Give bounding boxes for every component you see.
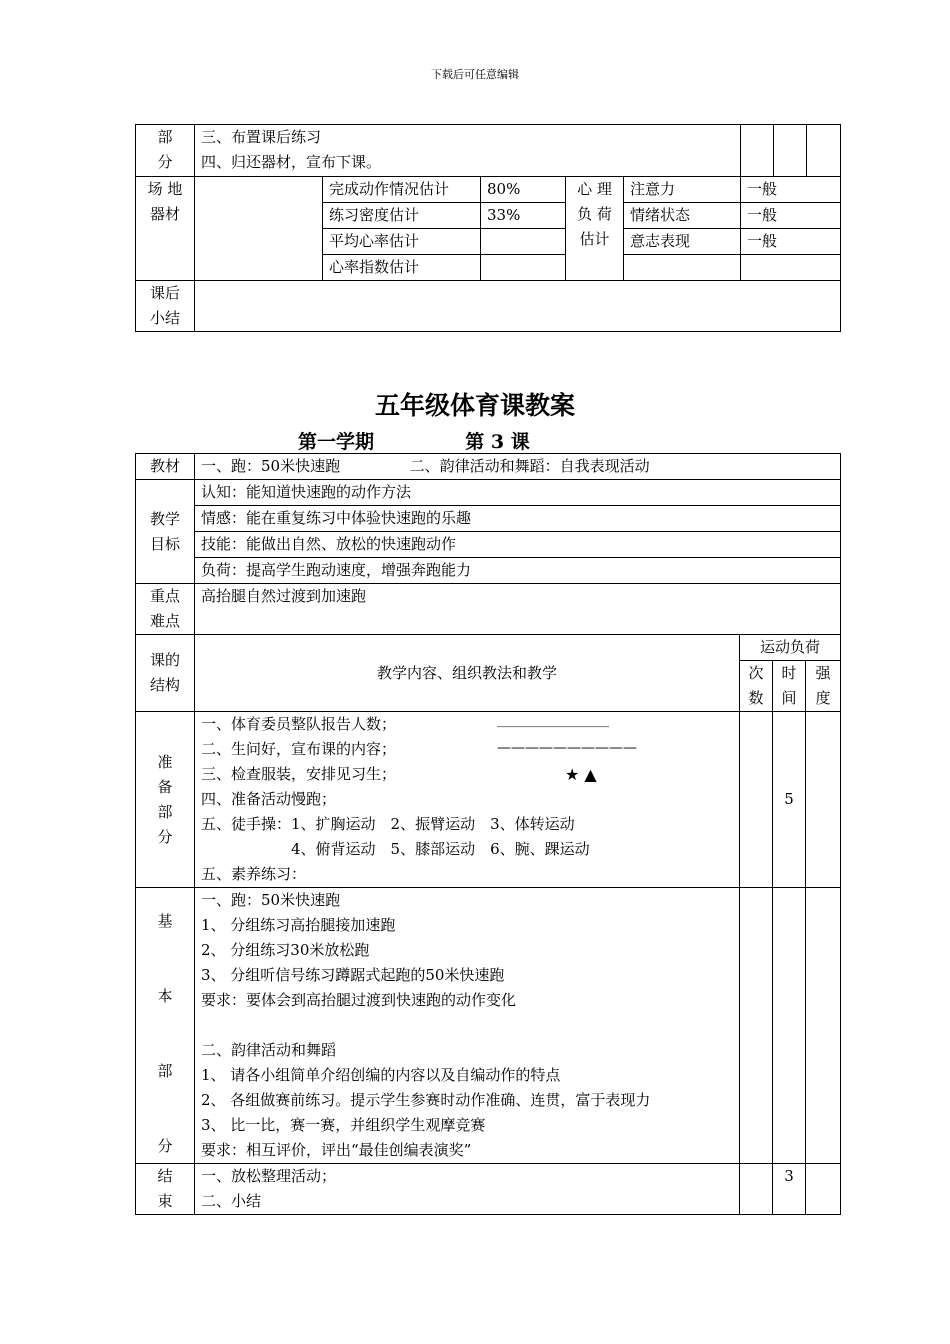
material-content (195, 454, 841, 480)
estimate-value (481, 229, 566, 255)
estimate-label: 完成动作情况估计 (323, 177, 481, 203)
psych-value: 一般 (741, 177, 841, 203)
load-col-intensity: 强 度 (806, 661, 841, 712)
goal-item: 负荷：提高学生跑动速度，增强奔跑能力 (195, 558, 841, 584)
estimate-value (481, 255, 566, 281)
content-header: 教学内容、组织教法和教学 (195, 635, 740, 712)
section-content: 三、布置课后练习 四、归还器材，宣布下课。 (195, 125, 741, 177)
estimate-label: 练习密度估计 (323, 203, 481, 229)
end-time: 3 (773, 1164, 806, 1215)
end-content: 一、放松整理活动； 二、小结 (195, 1164, 740, 1215)
prep-dash-1: ________________ (497, 712, 609, 728)
material-2: 二、韵律活动和舞蹈：自我表现活动 (409, 457, 650, 475)
basic-label: 基 本 部 分 (136, 888, 195, 1164)
key-content: 高抬腿自然过渡到加速跑 (195, 584, 841, 635)
load-header: 运动负荷 (740, 635, 841, 661)
basic-content: 一、跑：50米快速跑 1、 分组练习高抬腿接加速跑 2、 分组练习30米放松跑 3、 分组听信号练习蹲踞式起跑的50米快速跑 要求：要体会到高抬腿过渡到快速跑的动作变化 二、韵律活动和舞蹈 1、 请各小组简单介绍创编的内容以及自编动作的特点 2、 各组做赛前练习。提示学生参赛时动作准确、连贯，富于表现力 3、 比一比，赛一赛，并组织学生观摩竞赛 要求：相互评价，评出“最佳创编表演奖” (195, 888, 740, 1164)
goal-item: 情感：能在重复练习中体验快速跑的乐趣 (195, 506, 841, 532)
page-title: 五年级体育课教案 (374, 391, 575, 420)
prep-time: 5 (773, 712, 806, 888)
psych-label: 意志表现 (624, 229, 741, 255)
goal-item: 认知：能知道快速跑的动作方法 (195, 480, 841, 506)
end-label: 结 束 (136, 1164, 195, 1215)
structure-label: 课的 结构 (136, 635, 195, 712)
summary-content (195, 281, 841, 332)
estimate-value: 80% (481, 177, 566, 203)
psych-label: 情绪状态 (624, 203, 741, 229)
lesson-number: 第 3 课 (465, 431, 530, 453)
summary-label: 课后 小结 (136, 281, 195, 332)
lesson-plan-table (135, 453, 841, 1215)
psych-value: 一般 (741, 229, 841, 255)
prep-dash-2: —————————— (497, 740, 637, 756)
key-label: 重点 难点 (136, 584, 195, 635)
load-col-time: 时 间 (773, 661, 806, 712)
prep-content: 一、体育委员整队报告人数； 二、生问好，宣布课的内容； 三、检查服装，安排见习生； 四、准备活动慢跑； 五、徒手操：1、扩胸运动 2、振臂运动 3、体转运动 4、俯背运动 5、膝部运动 6、腕、踝运动 五、素养练习： ________________ —————————— ★ ▲ (195, 712, 740, 888)
psych-label: 注意力 (624, 177, 741, 203)
equipment-content (195, 177, 323, 281)
goal-item: 技能：能做出自然、放松的快速跑动作 (195, 532, 841, 558)
header-note: 下载后可任意编辑 (431, 68, 519, 81)
estimate-label: 心率指数估计 (323, 255, 481, 281)
section-label: 部 分 (136, 125, 195, 177)
previous-lesson-table (135, 124, 841, 332)
page-subtitle (298, 427, 530, 454)
psych-value: 一般 (741, 203, 841, 229)
goal-label: 教学 目标 (136, 480, 195, 584)
equipment-label: 场 地 器材 (136, 177, 195, 281)
load-col-count: 次 数 (740, 661, 773, 712)
term-label: 第一学期 (298, 431, 375, 453)
prep-label: 准 备 部 分 (136, 712, 195, 888)
estimate-label: 平均心率估计 (323, 229, 481, 255)
estimate-value: 33% (481, 203, 566, 229)
material-label: 教材 (136, 454, 195, 480)
psych-load-label: 心 理 负 荷 估计 (566, 177, 624, 281)
material-1: 一、跑：50米快速跑 (201, 457, 341, 475)
prep-symbols: ★ ▲ (565, 765, 597, 784)
